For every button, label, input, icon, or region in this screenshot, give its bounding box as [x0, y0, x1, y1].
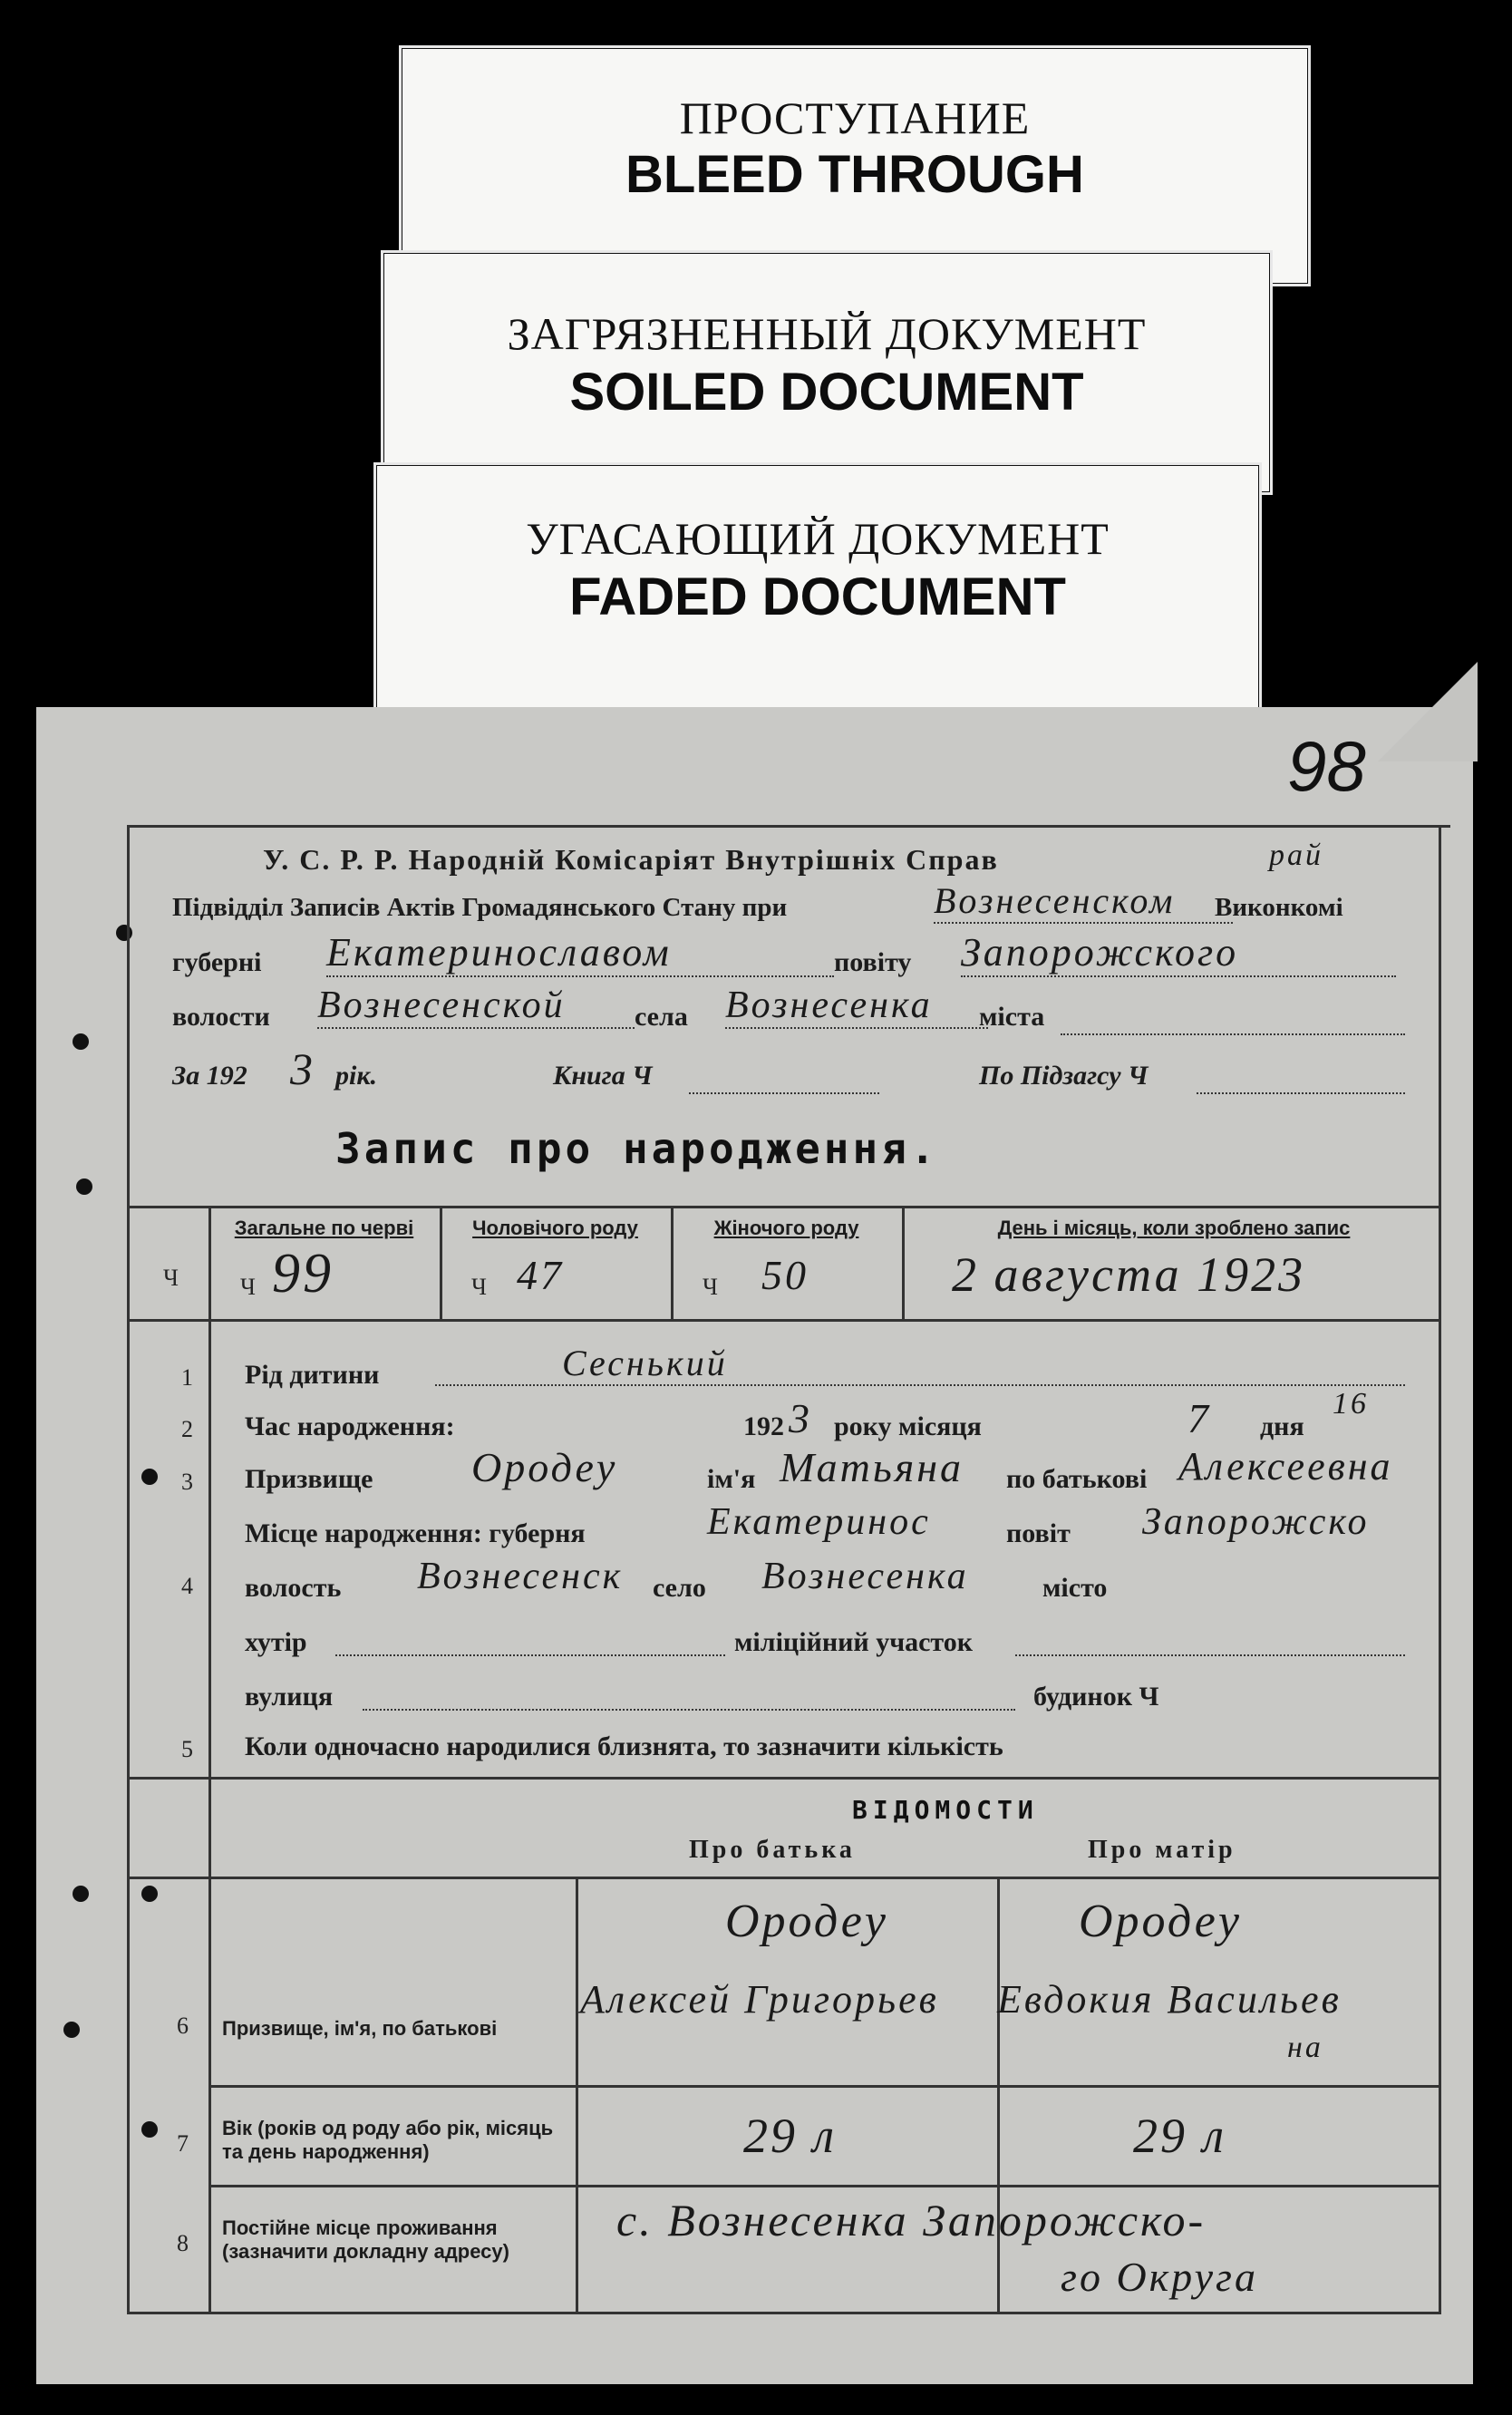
grid-vline: [576, 1877, 578, 2312]
chas-label: Час народження:: [245, 1411, 455, 1441]
mistse-povit-value: Запорожско: [1142, 1501, 1370, 1543]
subdept-value: Вознесенском: [934, 879, 1233, 924]
binding-hole: [141, 2121, 158, 2138]
counts-bottom: [127, 1319, 1441, 1322]
row-number: 6: [177, 2012, 189, 2039]
binding-hole: [116, 925, 132, 941]
khutir-label: хутір: [245, 1627, 307, 1657]
ch-label: Ч: [471, 1274, 487, 1300]
total-count: 99: [272, 1243, 334, 1304]
grid-line: [208, 2185, 1441, 2187]
num-col-sep: [208, 1319, 211, 2312]
frame-left: [127, 825, 130, 2312]
record-date: 2 августа 1923: [952, 1247, 1306, 1302]
row-number: 1: [181, 1364, 193, 1391]
card-en-label: FADED DOCUMENT: [569, 567, 1066, 626]
rid-value: Сеснький: [435, 1342, 1405, 1386]
milit-blank: [1015, 1645, 1405, 1656]
budynok-label: будинок Ч: [1033, 1682, 1159, 1712]
imya-value: Матьяна: [780, 1444, 964, 1490]
col-sep: [440, 1206, 442, 1319]
card-en-label: BLEED THROUGH: [625, 145, 1084, 204]
selo-label: села: [635, 1002, 688, 1032]
grid-line: [208, 2085, 1441, 2088]
pobat-value: Алексеевна: [1178, 1444, 1393, 1489]
gub-value: Екатеринославом: [326, 929, 834, 977]
pryz-label: Призвище: [245, 1464, 373, 1494]
card-ru-label: УГАСАЮЩИЙ ДОКУМЕНТ: [526, 513, 1110, 564]
rik-label: рік.: [335, 1061, 378, 1091]
milit-label: міліційний участок: [734, 1627, 974, 1657]
vik-label: Вік (років од роду або рік, місяць та день народження): [222, 2117, 554, 2163]
chas-year-label: 192: [743, 1411, 784, 1441]
mistse-gub-value: Екатеринос: [707, 1501, 931, 1543]
col-sep: [671, 1206, 674, 1319]
col4-header: День і місяць, коли зроблено запис: [997, 1217, 1351, 1239]
father-age: 29 л: [743, 2109, 838, 2163]
card-ru-label: ЗАГРЯЗНЕННЫЙ ДОКУМЕНТ: [507, 308, 1147, 359]
binding-hole: [63, 2022, 80, 2038]
selo-row-value: Вознесенка: [761, 1556, 969, 1597]
col2-header: Чоловічого роду: [472, 1217, 638, 1239]
frame-top: [127, 825, 1450, 828]
kniga-blank: [689, 1074, 879, 1094]
imya-label: ім'я: [707, 1464, 756, 1494]
card-en-label: SOILED DOCUMENT: [569, 363, 1084, 422]
subdept-label: Підвідділ Записів Актів Громадянського Стану при: [172, 893, 788, 922]
col1-header: Загальне по черві: [234, 1217, 414, 1239]
pidzag-label: По Підзагсу Ч: [979, 1061, 1149, 1091]
frame-bottom: [127, 2312, 1441, 2314]
blyznyata-label: Коли одночасно народилися близнята, то зазначити кількість: [245, 1731, 1003, 1761]
pidzag-blank: [1197, 1074, 1405, 1094]
mother-header: Про матір: [1088, 1836, 1236, 1864]
section-divider: [127, 1777, 1441, 1780]
binding-hole: [73, 1033, 89, 1050]
gub-label: губерні: [172, 947, 262, 977]
col-sep: [902, 1206, 905, 1319]
male-count: 47: [517, 1252, 564, 1298]
grid-line: [127, 1877, 1441, 1879]
row-number: 4: [181, 1573, 193, 1599]
col-sep: [208, 1206, 211, 1319]
mother-extra: на: [1287, 2031, 1323, 2064]
za-label: За 192: [172, 1061, 247, 1091]
chas-day: 16: [1333, 1387, 1369, 1421]
kniga-label: Книга Ч: [553, 1061, 653, 1091]
vulytsia-label: вулиця: [245, 1682, 334, 1712]
address-line2: го Округа: [1061, 2254, 1258, 2300]
ch-label: Ч: [703, 1274, 718, 1300]
mother-name: Евдокия Васильев: [997, 1977, 1342, 2022]
misto-blank: [1061, 1015, 1405, 1035]
frame-right: [1439, 825, 1441, 2312]
header-line1: У. С. Р. Р. Народній Комісаріят Внутрішніх Справ: [263, 843, 999, 876]
folded-corner: [1378, 662, 1478, 761]
col3-header: Жіночого роду: [713, 1217, 859, 1239]
povit-label: повіту: [834, 947, 912, 977]
volost-label: волости: [172, 1002, 270, 1032]
mother-surname: Ородеу: [1079, 1896, 1242, 1947]
row-number: 2: [181, 1416, 193, 1442]
mistse-povit-label: повіт: [1006, 1518, 1071, 1548]
binding-hole: [76, 1178, 92, 1195]
volost-row-value: Вознесенск: [417, 1556, 624, 1597]
page-number: 98: [1287, 726, 1366, 806]
rid-label: Рід дитини: [245, 1360, 380, 1390]
binding-hole: [141, 1886, 158, 1902]
pib-label: Призвище, ім'я, по батькові: [222, 2017, 498, 2040]
card-ru-label: ПРОСТУПАНИЕ: [679, 92, 1031, 143]
father-header: Про батька: [689, 1836, 856, 1864]
chas-year: 3: [789, 1395, 812, 1441]
misto-row-label: місто: [1042, 1573, 1108, 1603]
binding-hole: [141, 1469, 158, 1485]
chas-dnya-label: дня: [1260, 1411, 1304, 1441]
volost-row-label: волость: [245, 1573, 342, 1603]
chas-roku-label: року місяця: [834, 1411, 982, 1441]
misto-label: міста: [979, 1002, 1045, 1032]
volost-value: Вознесенской: [317, 984, 635, 1029]
postiyne-label: Постійне місце проживання (зазначити докладну адресу): [222, 2216, 509, 2263]
female-count: 50: [761, 1252, 809, 1298]
address-line1: с. Вознесенка Запорожско-: [616, 2195, 1207, 2245]
row-number: 5: [181, 1736, 193, 1762]
binding-hole: [73, 1886, 89, 1902]
rai-handwritten: рай: [1269, 839, 1323, 872]
faded-document-card: [373, 462, 1262, 714]
pobat-label: по батькові: [1006, 1464, 1148, 1494]
vidomosti-title: ВІДОМОСТИ: [852, 1795, 1039, 1825]
form-title: Запис про народження.: [335, 1124, 939, 1173]
father-name: Алексей Григорьев: [580, 1977, 939, 2022]
ch-label: Ч: [240, 1274, 256, 1300]
khutir-blank: [335, 1645, 725, 1656]
selo-row-label: село: [653, 1573, 706, 1603]
counts-top: [127, 1206, 1441, 1208]
subdept-suffix: Виконкомі: [1215, 893, 1343, 922]
povit-value: Запорожского: [961, 929, 1396, 977]
selo-value: Вознесенка: [725, 984, 988, 1029]
mother-age: 29 л: [1133, 2109, 1227, 2163]
row-number: 8: [177, 2230, 189, 2256]
soiled-document-card: [381, 250, 1273, 495]
chas-month: 7: [1187, 1395, 1211, 1441]
row-number: 3: [181, 1469, 193, 1495]
father-surname: Ородеу: [725, 1896, 888, 1947]
birth-record-form: [36, 707, 1473, 2384]
ch-label: Ч: [163, 1265, 179, 1291]
vulytsia-blank: [363, 1700, 1015, 1711]
za-year: 3: [290, 1043, 315, 1094]
row-number: 7: [177, 2130, 189, 2157]
pryz-value: Ородеу: [471, 1444, 618, 1490]
grid-vline: [997, 1877, 1000, 2312]
mistse-label: Місце народження: губерня: [245, 1518, 586, 1548]
